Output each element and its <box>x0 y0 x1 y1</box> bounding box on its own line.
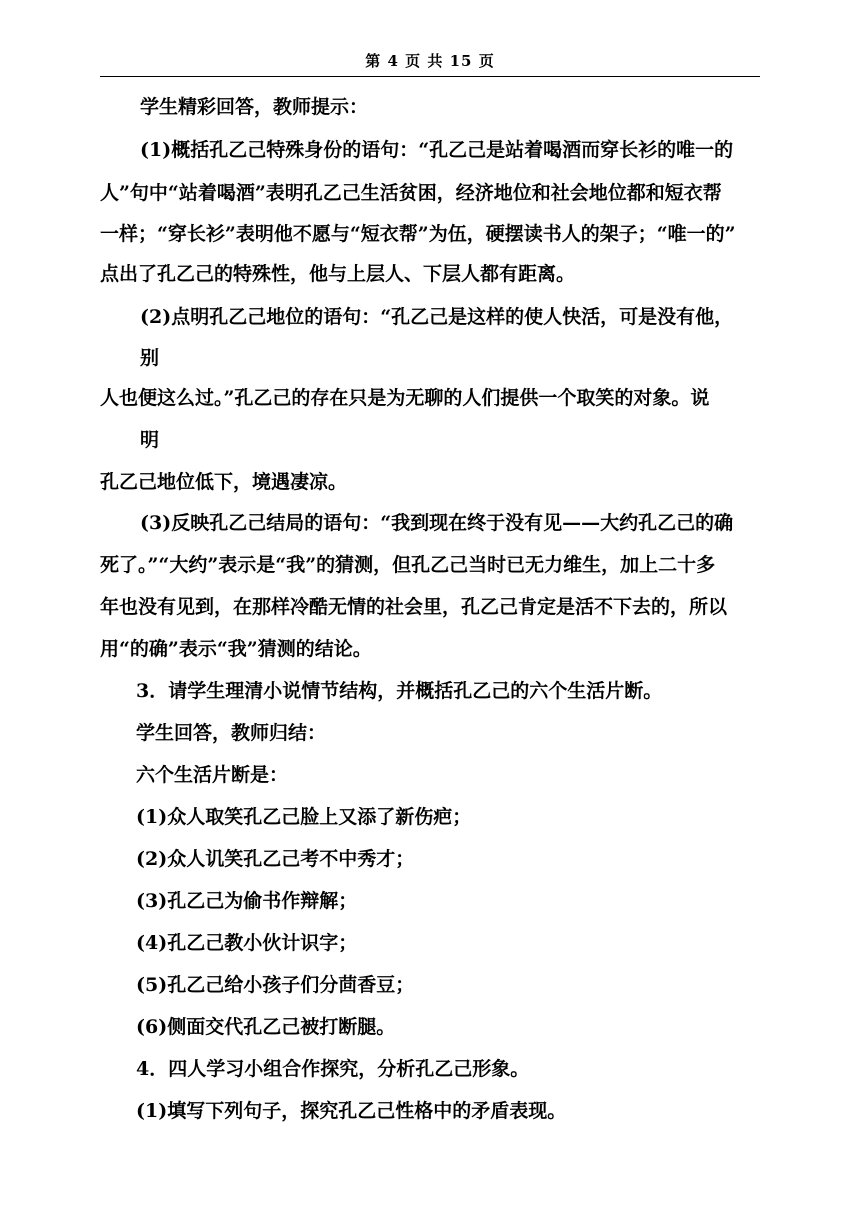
text-line: 一样；“穿长衫”表明他不愿与“短衣帮”为伍，硬摆读书人的架子；“唯一的” <box>100 223 736 245</box>
text-line: 学生精彩回答，教师提示： <box>140 96 369 118</box>
text-line: 用“的确”表示“我”猜测的结论。 <box>100 638 372 660</box>
header-divider <box>100 76 760 77</box>
text-line: 人也便这么过。”孔乙己的存在只是为无聊的人们提供一个取笑的对象。说 <box>100 387 710 409</box>
text-line: 3．请学生理清小说情节结构，并概括孔乙己的六个生活片断。 <box>136 680 663 702</box>
text-line: (3)反映孔乙己结局的语句：“我到现在终于没有见——大约孔乙己的确 <box>140 512 734 534</box>
text-line: (6)侧面交代孔乙己被打断腿。 <box>136 1016 396 1038</box>
text-line: 明 <box>140 429 160 451</box>
text-line: 点出了孔乙己的特殊性，他与上层人、下层人都有距离。 <box>100 263 576 285</box>
text-line: 别 <box>140 347 160 369</box>
text-line: (2)点明孔乙己地位的语句：“孔乙己是这样的使人快活，可是没有他， <box>140 306 734 328</box>
page-number-header: 第 4 页 共 15 页 <box>365 52 495 70</box>
text-line: (5)孔乙己给小孩子们分茴香豆； <box>136 974 415 996</box>
text-line: (4)孔乙己教小伙计识字； <box>136 932 358 954</box>
text-line: (3)孔乙己为偷书作辩解； <box>136 890 358 912</box>
text-line: 4．四人学习小组合作探究，分析孔乙己形象。 <box>136 1058 530 1080</box>
text-line: 学生回答，教师归结： <box>136 722 327 744</box>
text-line: (1)众人取笑孔乙己脸上又添了新伤疤； <box>136 806 472 828</box>
text-line: (1)概括孔乙己特殊身份的语句：“孔乙己是站着喝酒而穿长衫的唯一的 <box>140 139 734 161</box>
text-line: (1)填写下列句子，探究孔乙己性格中的矛盾表现。 <box>136 1100 567 1122</box>
text-line: 孔乙己地位低下，境遇凄凉。 <box>100 471 348 493</box>
text-line: 人”句中“站着喝酒”表明孔乙己生活贫困，经济地位和社会地位都和短衣帮 <box>100 182 722 204</box>
text-line: 年也没有见到，在那样冷酷无情的社会里，孔乙己肯定是活不下去的，所以 <box>100 596 728 618</box>
text-line: 六个生活片断是： <box>136 764 289 786</box>
text-line: (2)众人讥笑孔乙己考不中秀才； <box>136 848 415 870</box>
text-line: 死了。”“大约”表示是“我”的猜测，但孔乙己当时已无力维生，加上二十多 <box>100 554 716 576</box>
